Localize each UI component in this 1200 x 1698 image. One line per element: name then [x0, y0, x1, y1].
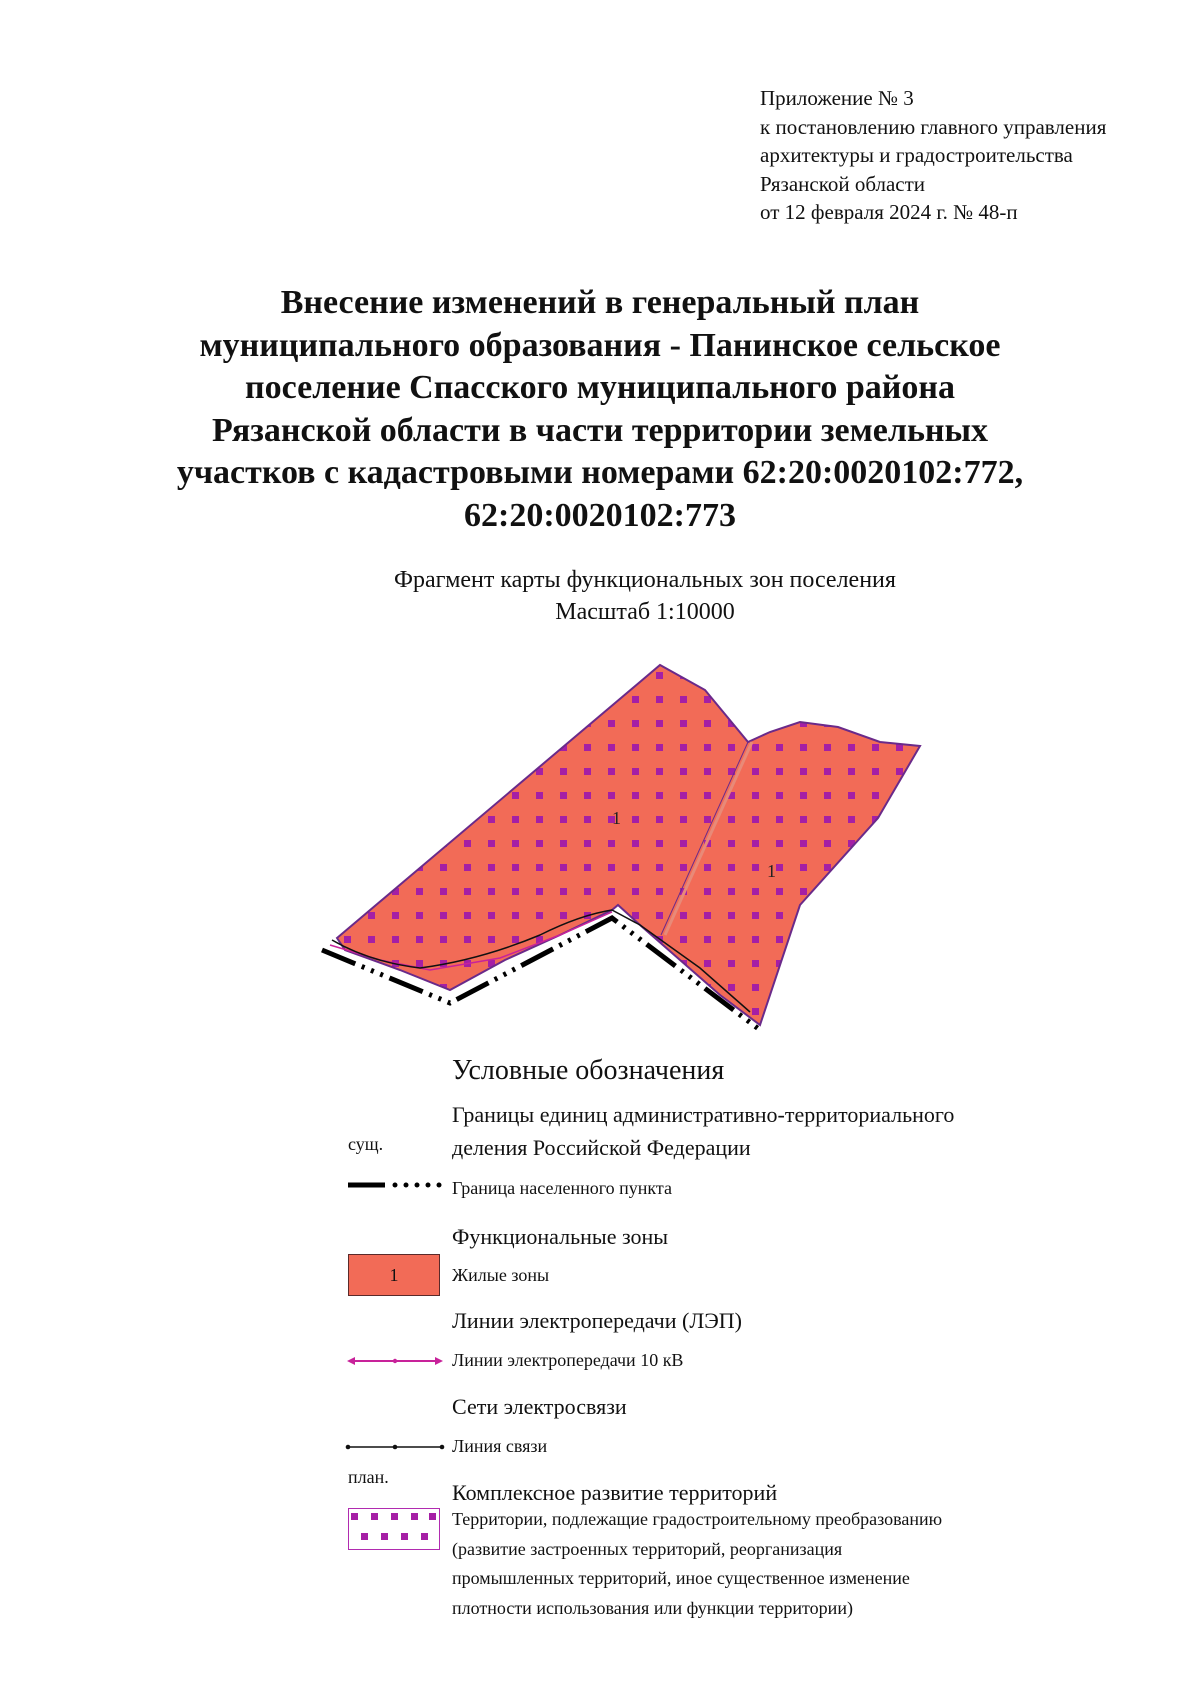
- krt-description-line: плотности использования или функции территории): [452, 1597, 853, 1618]
- title-line: 62:20:0020102:773: [464, 496, 736, 534]
- legend-category-power-lines: Линии электропередачи (ЛЭП): [452, 1308, 742, 1333]
- legend-category-admin-boundaries: [452, 1098, 954, 1164]
- legend-category-integrated-development: Комплексное развитие территорий: [452, 1480, 778, 1505]
- appendix-line: Рязанской области: [760, 171, 926, 196]
- category-line: деления Российской Федерации: [452, 1135, 751, 1160]
- communication-line-icon: [345, 1440, 445, 1454]
- title-line: Внесение изменений в генеральный план: [280, 284, 920, 321]
- legend-item-krt-territories: [452, 1505, 942, 1623]
- appendix-line: архитектуры и градостроительства: [760, 143, 1073, 167]
- legend-heading: Условные обозначения: [452, 1055, 725, 1086]
- title-line: Рязанской области в части территории земельных: [211, 411, 989, 449]
- krt-territory-swatch: [348, 1508, 440, 1550]
- appendix-line: от 12 февраля 2024 г. № 48-п: [760, 200, 1018, 224]
- legend-item-communication-line: Линия связи: [452, 1436, 548, 1456]
- krt-description-line: (развитие застроенных территорий, реорганизация: [452, 1538, 843, 1559]
- appendix-line: к постановлению главного управления: [760, 114, 1107, 139]
- status-existing-label: сущ.: [348, 1134, 384, 1154]
- residential-zone-swatch: [348, 1254, 440, 1296]
- settlement-boundary-icon: [345, 1178, 445, 1192]
- legend-item-residential-zones: Жилые зоны: [452, 1265, 550, 1285]
- title-line: поселение Спасского муниципального района: [245, 369, 955, 406]
- legend-item-settlement-boundary: Граница населенного пункта: [452, 1178, 672, 1198]
- krt-description-line: Территории, подлежащие градостроительному преобразованию: [452, 1509, 943, 1529]
- swatch-label: 1: [389, 1264, 399, 1285]
- legend-item-power-line-10kv: Линии электропередачи 10 кВ: [452, 1350, 684, 1370]
- title-line: участков с кадастровыми номерами 62:20:0020102:772,: [176, 454, 1024, 491]
- status-planned-label: план.: [348, 1467, 389, 1487]
- title-line: муниципального образования - Панинское сельское: [199, 326, 1001, 364]
- zone-label: 1: [767, 861, 776, 881]
- legend-category-functional-zones: Функциональные зоны: [452, 1224, 669, 1249]
- zone-label: 1: [612, 808, 621, 828]
- map-caption: Фрагмент карты функциональных зон поселения: [394, 567, 896, 593]
- map-scale: Масштаб 1:10000: [555, 599, 735, 625]
- legend-category-telecom: Сети электросвязи: [452, 1394, 627, 1419]
- power-line-icon: [345, 1354, 445, 1368]
- appendix-line: Приложение № 3: [760, 86, 914, 110]
- krt-description-line: промышленных территорий, иное существенное изменение: [452, 1568, 910, 1588]
- category-line: Границы единиц административно-территориального: [452, 1102, 955, 1127]
- krt-dots-icon: [349, 1509, 438, 1548]
